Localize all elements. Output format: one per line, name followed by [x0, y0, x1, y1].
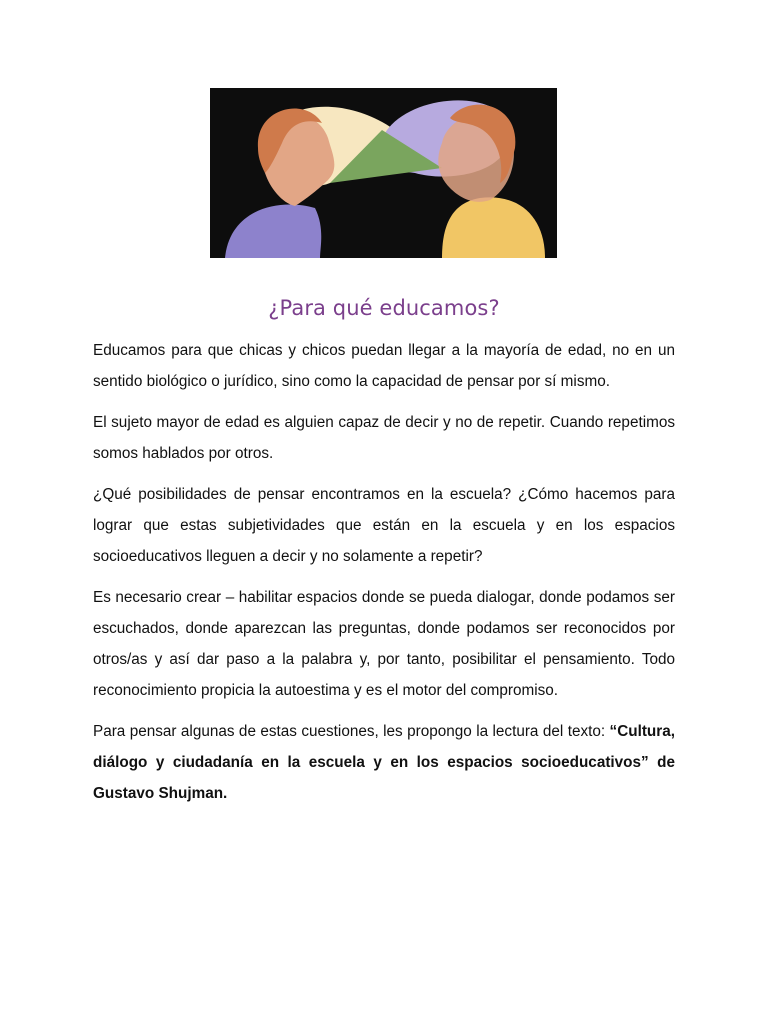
dialogue-illustration [210, 88, 557, 258]
paragraph-4: Es necesario crear – habilitar espacios donde se pueda dialogar, donde podamos ser escuchados, donde aparezcan las preguntas, donde podamos ser reconocidos por otros/as y así dar paso a la palabra y, por tanto, posibilitar el pensamiento. Todo reconocimiento propicia la autoestima y es el motor del compromiso. [93, 589, 675, 699]
reading-reference-author: de Gustavo Shujman. [93, 754, 675, 802]
reading-reference-title: “Cultura, diálogo y ciudadanía en la escuela y en los espacios socioeducativos” [93, 723, 675, 771]
paragraph-3: ¿Qué posibilidades de pensar encontramos en la escuela? ¿Cómo hacemos para lograr que estas subjetividades que están en la escuela y en los espacios socioeducativos lleguen a decir y no solamente a repetir? [93, 486, 675, 565]
paragraph-5 [93, 716, 675, 809]
reading-intro: Para pensar algunas de estas cuestiones, les propongo la lectura del texto: [93, 723, 610, 740]
page-title: ¿Para qué educamos? [268, 296, 500, 320]
left-person-shirt [225, 205, 321, 258]
right-person-shirt [442, 197, 545, 258]
two-faces-dialogue-icon [210, 88, 557, 258]
paragraph-1: Educamos para que chicas y chicos puedan llegar a la mayoría de edad, no en un sentido biológico o jurídico, sino como la capacidad de pensar por sí mismo. [93, 342, 675, 390]
body-text [93, 335, 675, 819]
paragraph-2: El sujeto mayor de edad es alguien capaz de decir y no de repetir. Cuando repetimos somos hablados por otros. [93, 414, 675, 462]
